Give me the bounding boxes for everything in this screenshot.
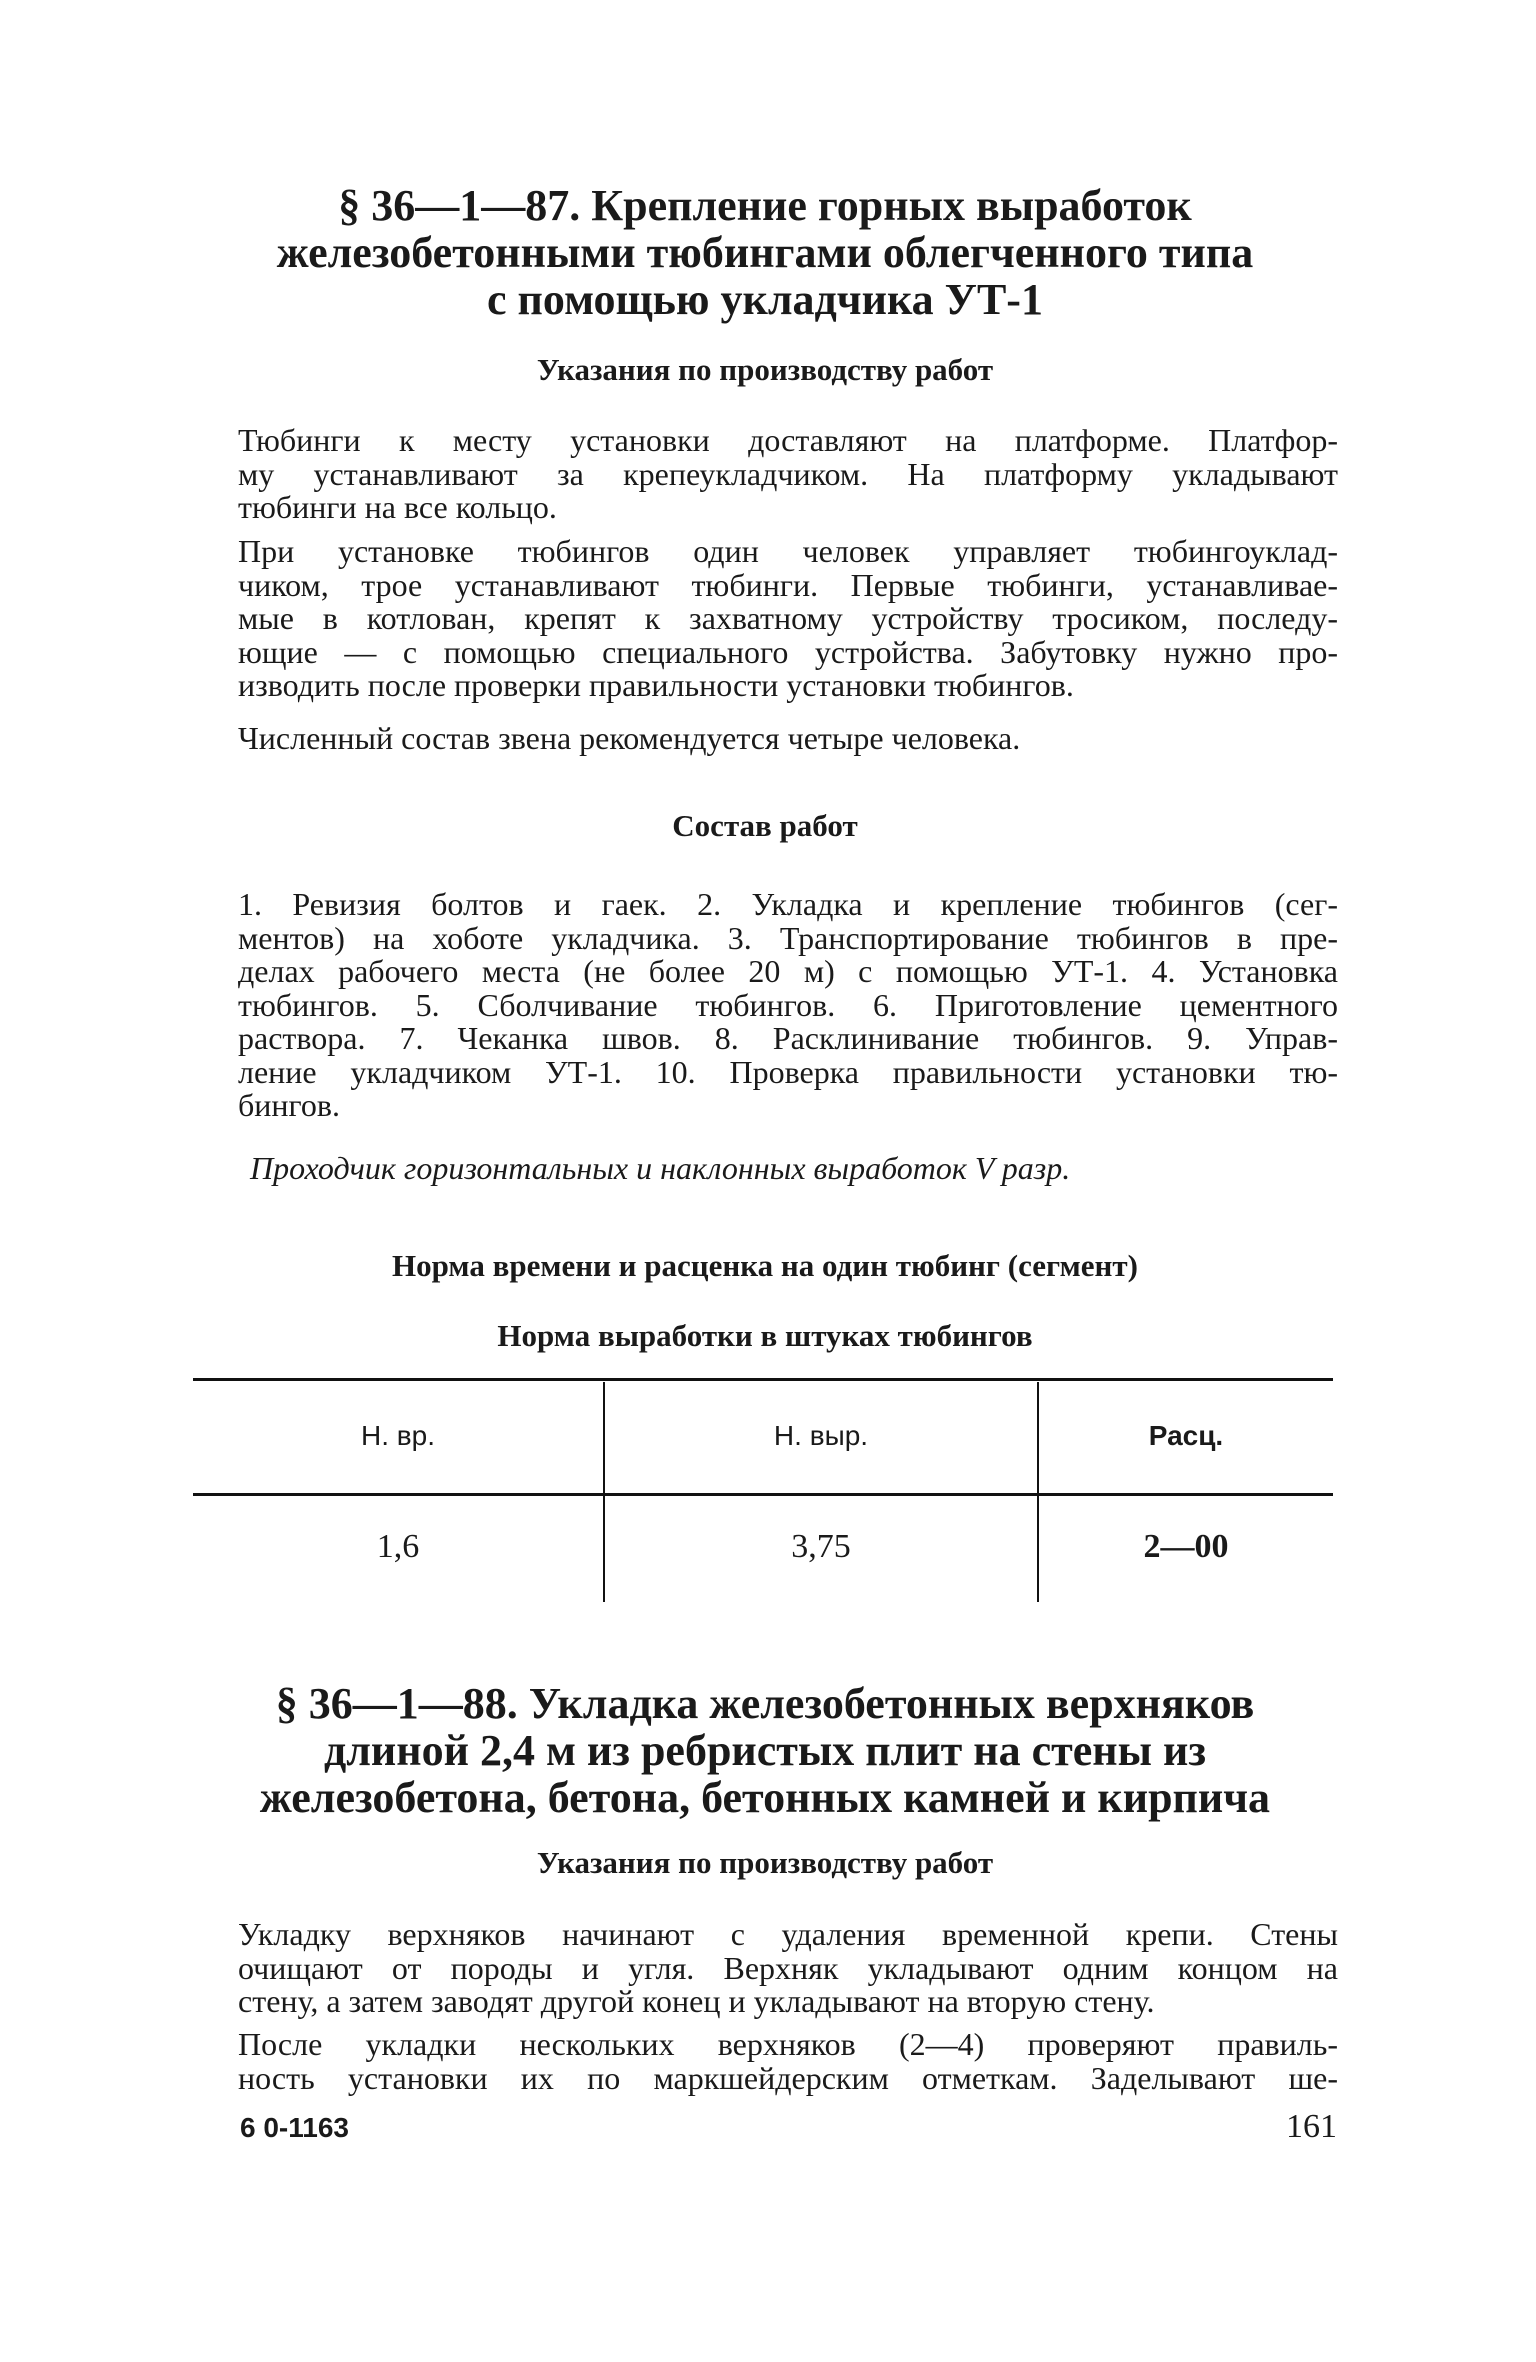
text-line: ющие — с помощью специального устройства. Забутовку нужно про-	[238, 633, 1338, 670]
table-top-rule	[193, 1378, 1333, 1381]
instructions-heading: Указания по производству работ	[536, 352, 994, 387]
paragraph-crew	[238, 722, 1338, 756]
text-line: делах рабочего места (не более 20 м) с помощью УТ-1. 4. Установка	[238, 953, 1338, 989]
header-rate: Расц.	[1148, 1420, 1224, 1451]
text-line: му устанавливают за крепеукладчиком. На платформу укладывают	[238, 455, 1338, 492]
title-line: § 36—1—88. Укладка железобетонных верхняков	[275, 1679, 1255, 1728]
title-line: длиной 2,4 м из ребристых плит на стены из	[323, 1726, 1207, 1775]
worker-qualification: Проходчик горизонтальных и наклонных выработок V разр.	[250, 1150, 1071, 1186]
section-title-36-1-88	[190, 1680, 1340, 1821]
value-rate: 2—00	[1143, 1528, 1229, 1565]
title-line: § 36—1—87. Крепление горных выработок	[338, 181, 1192, 230]
norm-heading-time: Норма времени и расценка на один тюбинг (сегмент)	[392, 1248, 1138, 1283]
text-line: очищают от породы и угля. Верхняк укладывают одним концом на	[238, 1949, 1338, 1986]
text-line: чиком, трое устанавливают тюбинги. Первые тюбинги, устанавливае-	[238, 566, 1338, 603]
text-line: изводить после проверки правильности установки тюбингов.	[238, 667, 1074, 703]
text-line: Численный состав звена рекомендуется четыре человека.	[238, 720, 1021, 756]
text-line: раствора. 7. Чеканка швов. 8. Расклинивание тюбингов. 9. Управ-	[238, 1020, 1338, 1056]
text-line: тюбингов. 5. Сболчивание тюбингов. 6. Приготовление цементного	[238, 986, 1338, 1023]
text-line: Укладку верхняков начинают с удаления временной крепи. Стены	[238, 1916, 1338, 1952]
text-line: 1. Ревизия болтов и гаек. 2. Укладка и крепление тюбингов (сег-	[238, 886, 1338, 922]
text-line: ление укладчиком УТ-1. 10. Проверка правильности установки тю-	[238, 1053, 1338, 1090]
title-line: с помощью укладчика УТ-1	[487, 275, 1043, 324]
work-composition-list	[238, 888, 1338, 1123]
text-line: мые в котлован, крепят к захватному устройству тросиком, последу-	[238, 600, 1338, 636]
paragraph-delivery	[238, 424, 1338, 525]
instructions-heading: Указания по производству работ	[536, 1845, 994, 1880]
text-line: бингов.	[238, 1087, 340, 1123]
printer-signature: 6 0-1163	[240, 2112, 349, 2143]
value-time-norm: 1,6	[376, 1528, 420, 1565]
table-column-divider	[1037, 1382, 1039, 1602]
paragraph-check	[238, 2028, 1338, 2095]
work-composition-heading: Состав работ	[672, 808, 858, 843]
text-line: стену, а затем заводят другой конец и укладывают на вторую стену.	[238, 1983, 1155, 2019]
table-column-divider	[603, 1382, 605, 1602]
text-line: Тюбинги к месту установки доставляют на платформе. Платфор-	[238, 422, 1338, 458]
text-line: ментов) на хоботе укладчика. 3. Транспортирование тюбингов в пре-	[238, 919, 1338, 956]
title-line: железобетонными тюбингами облегченного типа	[276, 228, 1254, 277]
text-line: ность установки их по маркшейдерским отметкам. Заделывают ше-	[238, 2059, 1338, 2096]
section-title-36-1-87	[190, 182, 1340, 323]
paragraph-installation	[238, 535, 1338, 703]
table-header-rule	[193, 1493, 1333, 1496]
text-line: тюбинги на все кольцо.	[238, 489, 557, 525]
norm-heading-output: Норма выработки в штуках тюбингов	[497, 1318, 1033, 1353]
header-output-norm: Н. выр.	[773, 1420, 869, 1451]
text-line: При установке тюбингов один человек управляет тюбингоуклад-	[238, 533, 1338, 569]
value-output-norm: 3,75	[791, 1528, 851, 1565]
page-number: 161	[1286, 2108, 1337, 2145]
title-line: железобетона, бетона, бетонных камней и кирпича	[259, 1773, 1271, 1822]
paragraph-laying	[238, 1918, 1338, 2019]
text-line: После укладки нескольких верхняков (2—4) проверяют правиль-	[238, 2026, 1338, 2062]
header-time-norm: Н. вр.	[360, 1420, 435, 1451]
